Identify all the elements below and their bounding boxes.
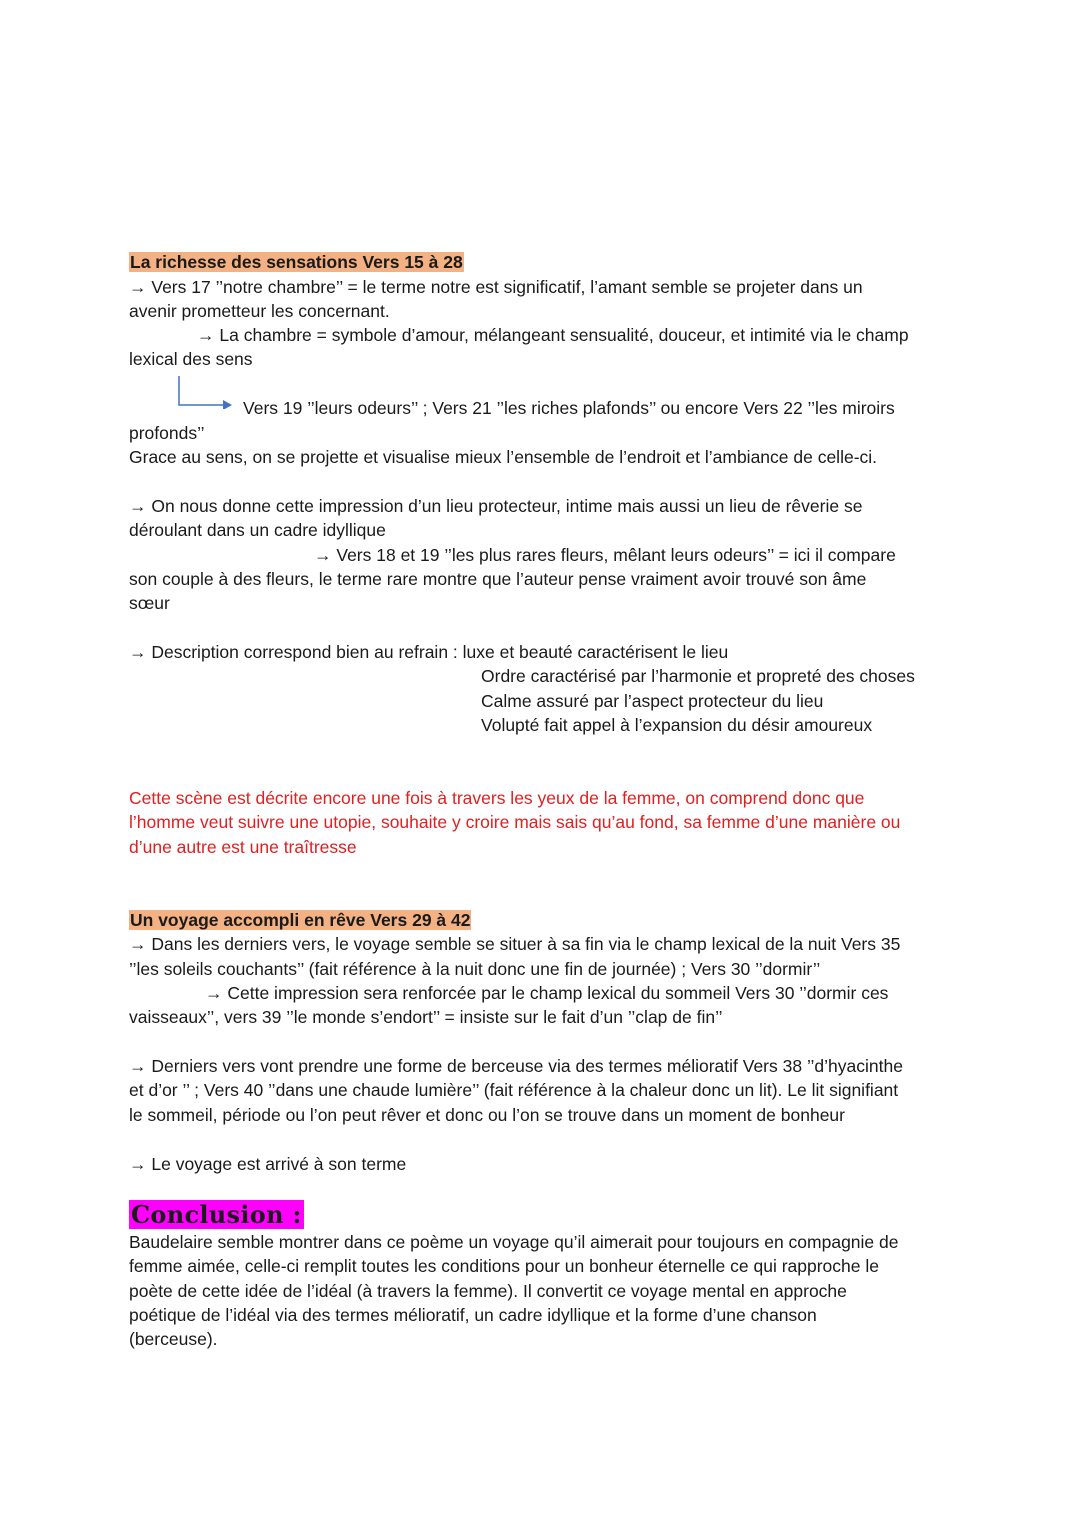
text-line: lexical des sens [129, 349, 253, 369]
text-line: et d’or ’’ ; Vers 40 ’’dans une chaude lumière’’ (fait référence à la chaleur donc un lit). Le lit signifiant [129, 1080, 899, 1100]
text-line: déroulant dans un cadre idyllique [129, 520, 386, 540]
text-line: (berceuse). [129, 1329, 218, 1349]
text-line: poétique de l’idéal via des termes mélioratif, un cadre idyllique et la forme d’une chanson [129, 1305, 817, 1325]
text-line: → Cette impression sera renforcée par le champ lexical du sommeil Vers 30 ’’dormir ces [205, 983, 889, 1003]
text-line: → On nous donne cette impression d’un lieu protecteur, intime mais aussi un lieu de rêverie se [129, 496, 863, 516]
text-line: Vers 19 ’’leurs odeurs’’ ; Vers 21 ’’les riches plafonds’’ ou encore Vers 22 ’’les miroirs [243, 398, 895, 418]
text-line: Grace au sens, on se projette et visualise mieux l’ensemble de l’endroit et l’ambiance de celle-ci. [129, 447, 878, 467]
text-line: → La chambre = symbole d’amour, mélangeant sensualité, douceur, et intimité via le champ [197, 325, 909, 345]
text-line: → Le voyage est arrivé à son terme [129, 1154, 407, 1174]
text-line: → Vers 17 ’’notre chambre’’ = le terme notre est significatif, l’amant semble se projeter dans un [129, 277, 863, 297]
red-text-line: Cette scène est décrite encore une fois à travers les yeux de la femme, on comprend donc que [129, 788, 865, 808]
text-line: → Derniers vers vont prendre une forme de berceuse via des termes mélioratif Vers 38 ’’d’hyacinthe [129, 1056, 903, 1076]
text-line: → Description correspond bien au refrain : luxe et beauté caractérisent le lieu [129, 642, 729, 662]
text-line: son couple à des fleurs, le terme rare montre que l’auteur pense vraiment avoir trouvé son âme [129, 569, 867, 589]
text-line: → Vers 18 et 19 ’’les plus rares fleurs, mêlant leurs odeurs’’ = ici il compare [314, 545, 896, 565]
bent-arrow-icon [176, 375, 236, 409]
conclusion-heading: Conclusion : [131, 1200, 302, 1229]
section-heading: La richesse des sensations Vers 15 à 28 [130, 252, 463, 272]
text-line: femme aimée, celle-ci remplit toutes les conditions pour un bonheur éternelle ce qui rapproche le [129, 1256, 879, 1276]
red-text-line: l’homme veut suivre une utopie, souhaite y croire mais sais qu’au fond, sa femme d’une manière ou [129, 812, 901, 832]
text-line: poète de cette idée de l’idéal (à travers la femme). Il convertit ce voyage mental en approche [129, 1281, 847, 1301]
text-line: sœur [129, 593, 170, 613]
red-text-line: d’une autre est une traîtresse [129, 837, 357, 857]
section-heading: Un voyage accompli en rêve Vers 29 à 42 [130, 910, 471, 930]
text-line: le sommeil, période ou l’on peut rêver et donc ou l’on se trouve dans un moment de bonheur [129, 1105, 845, 1125]
text-line: Volupté fait appel à l’expansion du désir amoureux [481, 715, 873, 735]
text-line: Calme assuré par l’aspect protecteur du lieu [481, 691, 824, 711]
text-line: Baudelaire semble montrer dans ce poème un voyage qu’il aimerait pour toujours en compagnie de [129, 1232, 899, 1252]
text-line: Ordre caractérisé par l’harmonie et propreté des choses [481, 666, 915, 686]
text-line: profonds’’ [129, 423, 205, 443]
text-line: ’’les soleils couchants’’ (fait référence à la nuit donc une fin de journée) ; Vers 30 ’’dormir’’ [129, 959, 821, 979]
text-line: vaisseaux’’, vers 39 ’’le monde s’endort’’ = insiste sur le fait d’un ’’clap de fin’’ [129, 1007, 723, 1027]
text-line: avenir prometteur les concernant. [129, 301, 390, 321]
text-line: → Dans les derniers vers, le voyage semble se situer à sa fin via le champ lexical de la nuit Vers 35 [129, 934, 901, 954]
